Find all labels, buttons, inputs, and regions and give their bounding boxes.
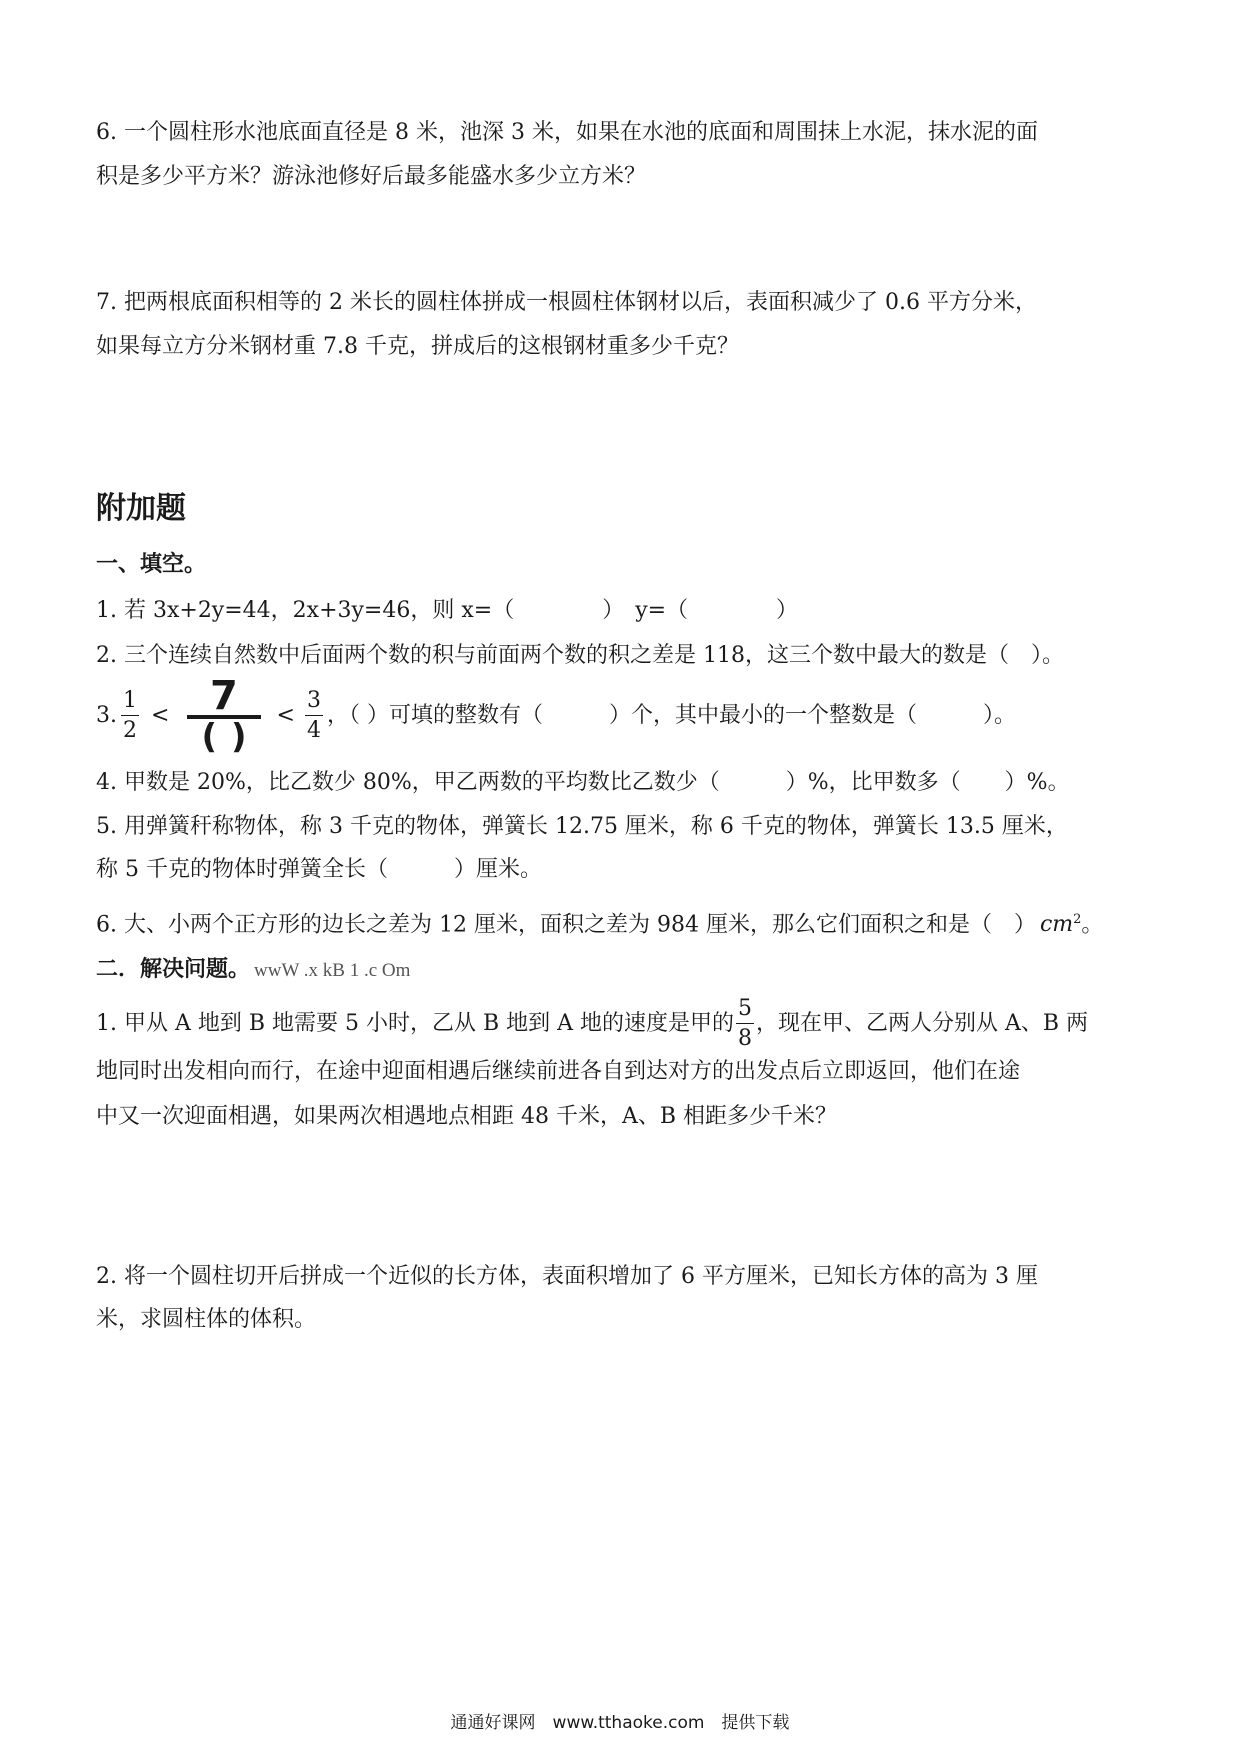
fraction-denominator: 4 xyxy=(306,718,321,743)
less-than-sign: < xyxy=(276,703,295,728)
item6-text: 6. 大、小两个正方形的边长之差为 12 厘米，面积之差为 984 厘米，那么它们面积之和是（ ） xyxy=(96,912,1036,938)
fraction-seven-over-blank xyxy=(187,673,261,757)
section2-heading: 二．解决问题。 xyxy=(96,957,251,982)
q7-line1: 7. 把两根底面积相等的 2 米长的圆柱体拼成一根圆柱体钢材以后，表面积减少了 0.6 平方分米， xyxy=(96,290,1037,315)
unit-exponent: 2 xyxy=(1073,912,1082,927)
problem1-text-a: 1. 甲从 A 地到 B 地需要 5 小时，乙从 B 地到 A 地的速度是甲的 xyxy=(96,1011,735,1036)
fill-item-3 xyxy=(96,673,1016,757)
q6-line2: 积是多少平方米？游泳池修好后最多能盛水多少立方米？ xyxy=(96,164,647,189)
problem-1-line3: 中又一次迎面相遇，如果两次相遇地点相距 48 千米，A、B 相距多少千米？ xyxy=(96,1104,838,1129)
item3-suffix: ，（ ）可填的整数有（ ）个，其中最小的一个整数是（ ）。 xyxy=(326,703,1016,728)
watermark-text: wwW .x kB 1 .c Om xyxy=(254,960,411,981)
item3-prefix: 3. xyxy=(96,703,117,728)
problem-1-line1 xyxy=(96,998,1088,1050)
unit-cm: cm xyxy=(1039,912,1074,938)
fraction-numerator: 7 xyxy=(187,677,260,719)
section2-heading-row xyxy=(96,955,410,986)
fraction-numerator: 3 xyxy=(305,690,323,716)
problem-2-line2: 米，求圆柱体的体积。 xyxy=(96,1307,317,1332)
fraction-three-quarters xyxy=(305,690,323,742)
problem-1-line2: 地同时出发相向而行，在途中迎面相遇后继续前进各自到达对方的出发点后立即返回，他们在途 xyxy=(96,1059,1021,1084)
less-than-sign: < xyxy=(151,703,170,728)
fill-item-5-line2: 称 5 千克的物体时弹簧全长（ ）厘米。 xyxy=(96,857,542,882)
fill-item-6 xyxy=(96,905,1103,940)
page-footer: 通通好课网 www.tthaoke.com 提供下载 xyxy=(450,1713,790,1733)
fraction-one-half xyxy=(121,690,139,742)
problem-2-line1: 2. 将一个圆柱切开后拼成一个近似的长方体，表面积增加了 6 平方厘米，已知长方体的高为 3 厘 xyxy=(96,1264,1038,1289)
problem1-text-b: ，现在甲、乙两人分别从 A、B 两 xyxy=(756,1011,1089,1036)
fill-item-1: 1. 若 3x+2y=44，2x+3y=46，则 x=（ ） y=（ ） xyxy=(96,598,799,623)
fraction-five-eighths xyxy=(736,998,754,1050)
fraction-numerator: 5 xyxy=(736,998,754,1024)
item6-end: 。 xyxy=(1081,912,1104,938)
section1-heading: 一、填空。 xyxy=(96,552,207,577)
q7-line2: 如果每立方分米钢材重 7.8 千克，拼成后的这根钢材重多少千克？ xyxy=(96,334,739,359)
fill-item-5-line1: 5. 用弹簧秆称物体，称 3 千克的物体，弹簧长 12.75 厘米，称 6 千克的物体，弹簧长 13.5 厘米， xyxy=(96,814,1068,839)
bonus-title: 附加题 xyxy=(96,491,186,526)
fraction-numerator: 1 xyxy=(121,690,139,716)
q6-line1: 6. 一个圆柱形水池底面直径是 8 米，池深 3 米，如果在水池的底面和周围抹上水泥，抹水泥的面 xyxy=(96,120,1038,145)
fill-item-2: 2. 三个连续自然数中后面两个数的积与前面两个数的积之差是 118，这三个数中最大的数是（ ）。 xyxy=(96,643,1064,668)
fraction-denominator-blank: () xyxy=(201,717,261,757)
fill-item-4: 4. 甲数是 20%，比乙数少 80%，甲乙两数的平均数比乙数少（ ）%，比甲数多（ ）%。 xyxy=(96,770,1070,795)
fraction-denominator: 8 xyxy=(738,1026,753,1051)
fraction-denominator: 2 xyxy=(123,718,137,743)
